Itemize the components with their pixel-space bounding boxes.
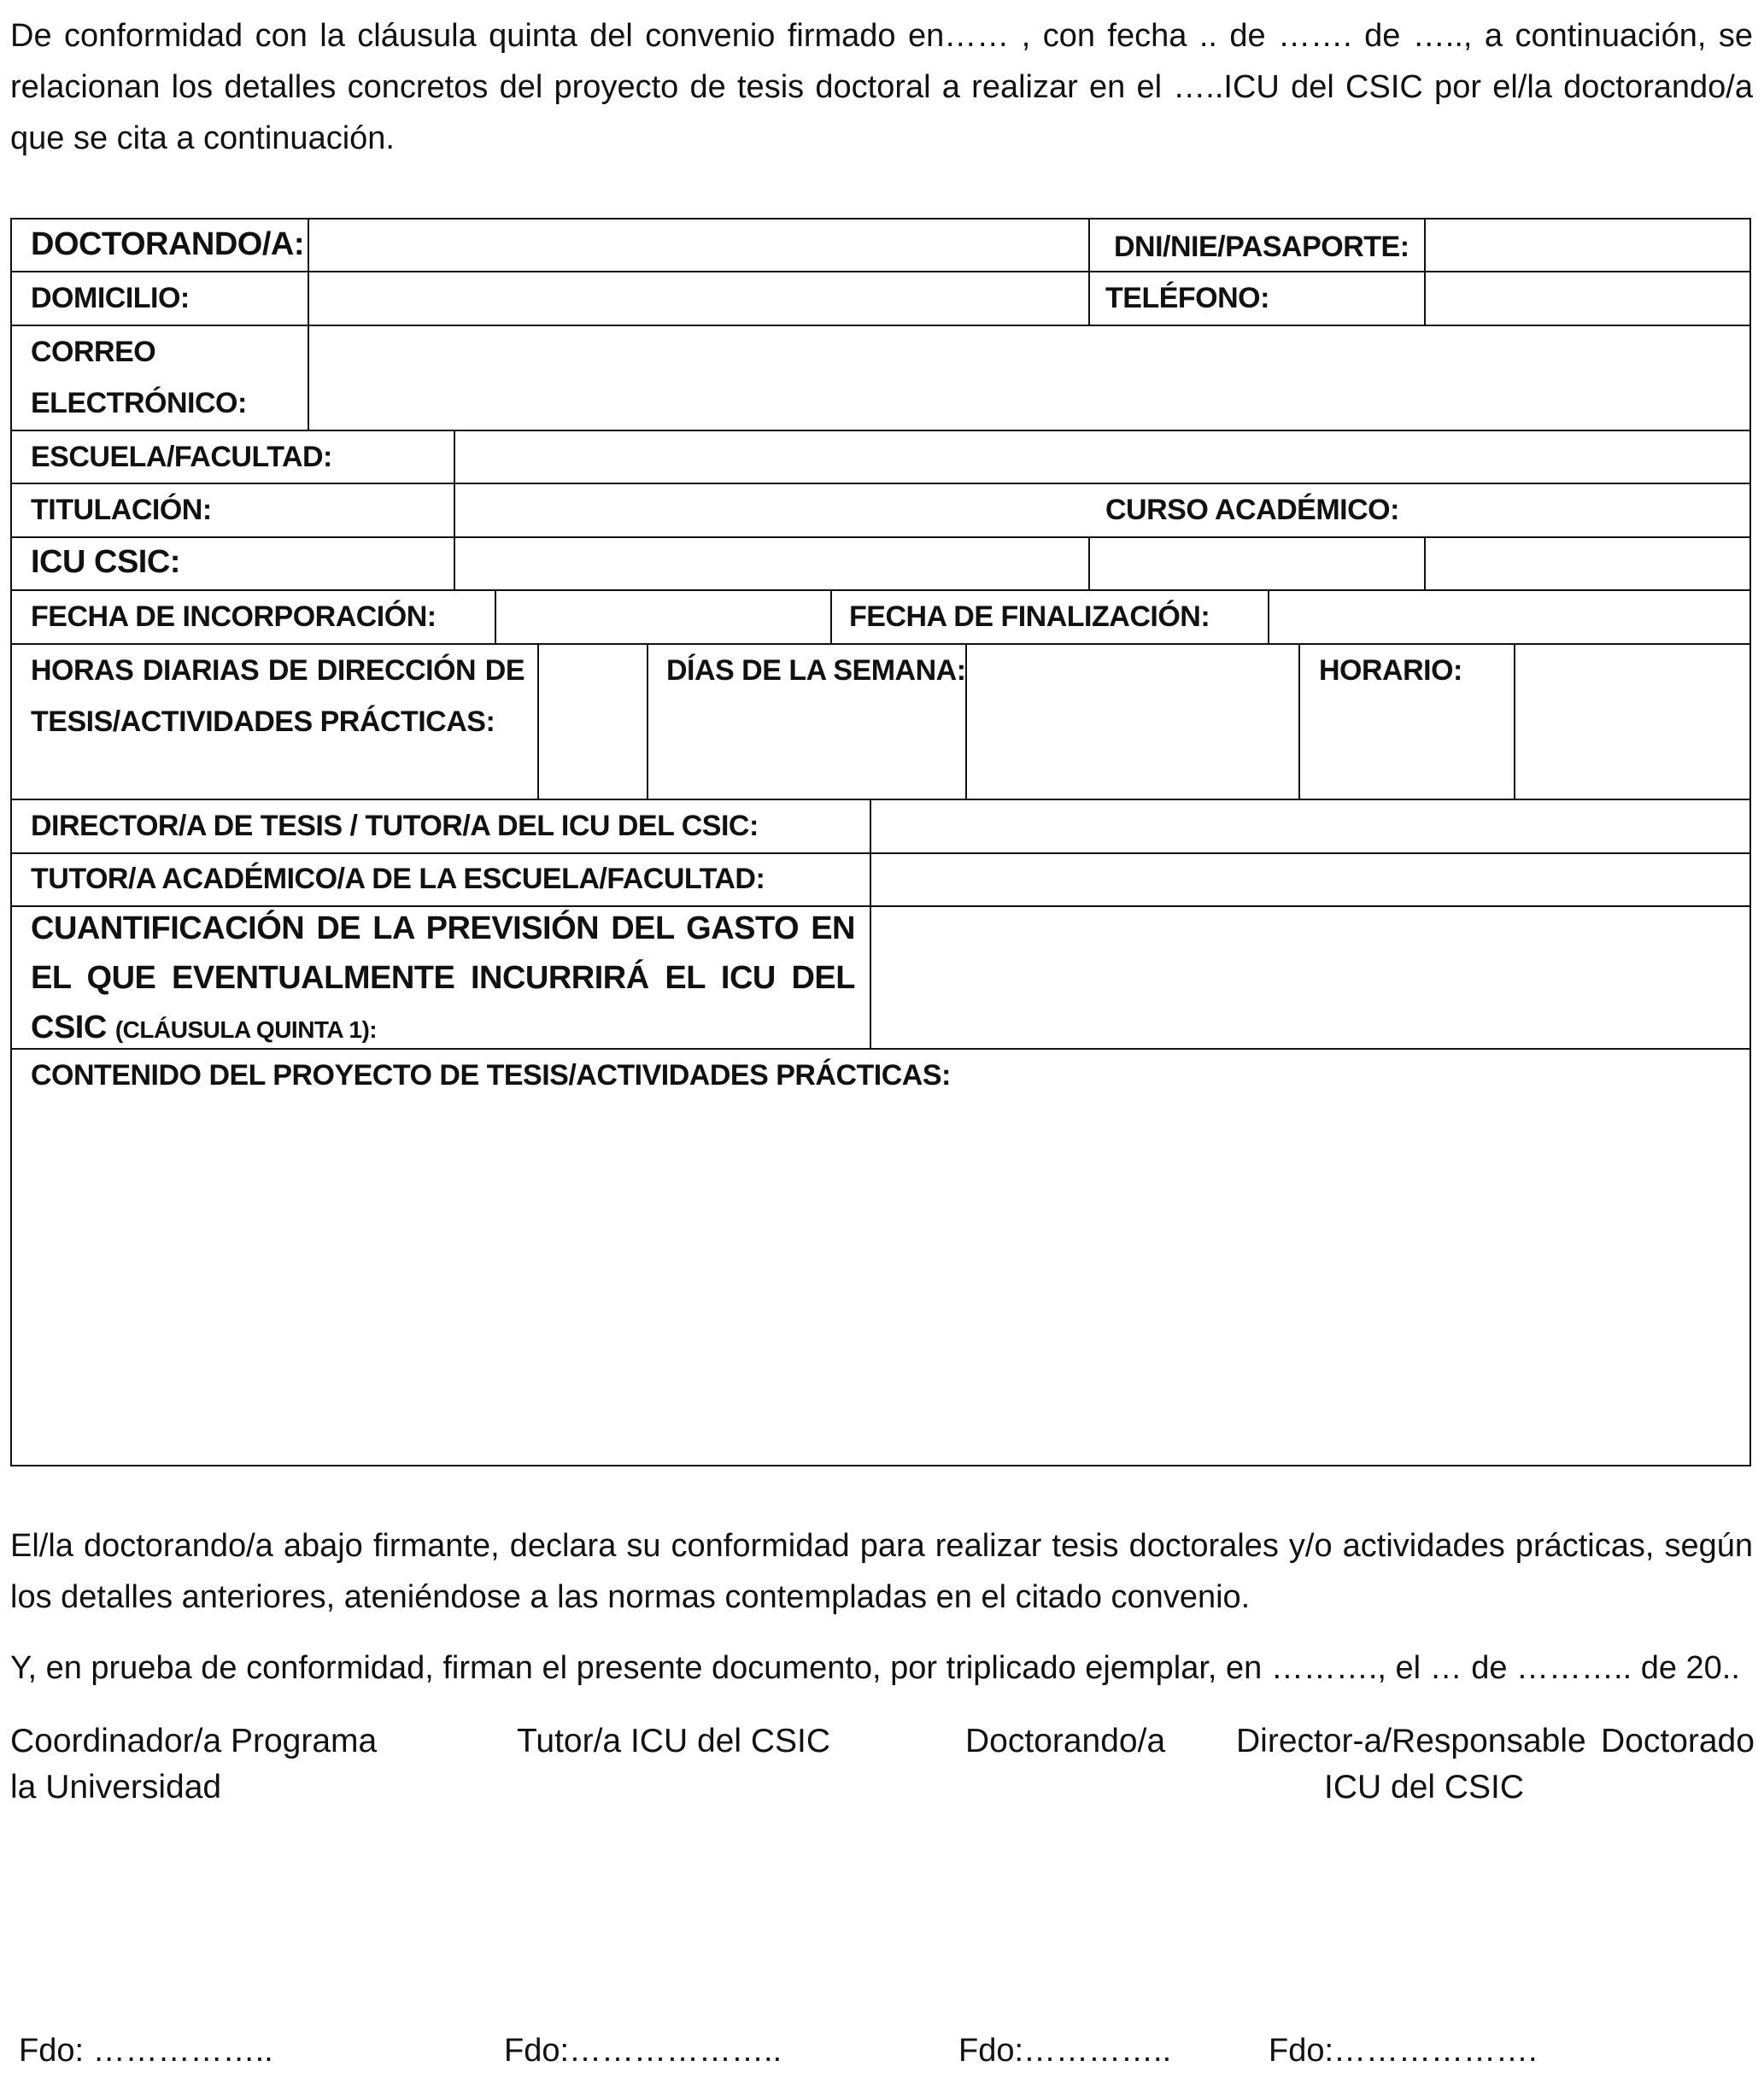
signatory-tutor-icu: Tutor/a ICU del CSIC bbox=[517, 1723, 830, 1759]
signature-line-1: Fdo: …………….. bbox=[19, 2033, 273, 2069]
correo-field[interactable] bbox=[309, 326, 1749, 430]
signatory-doctorando: Doctorando/a bbox=[965, 1723, 1166, 1759]
signatory-director-line2: ICU del CSIC bbox=[1324, 1769, 1525, 1806]
director-field[interactable] bbox=[871, 800, 1749, 852]
signature-line-2: Fdo:……………….. bbox=[504, 2033, 782, 2069]
contenido-label: CONTENIDO DEL PROYECTO DE TESIS/ACTIVIDADES PRÁCTICAS: bbox=[31, 1059, 951, 1092]
cuantificacion-field[interactable] bbox=[871, 907, 1749, 1048]
signature-line-4: Fdo:………………. bbox=[1269, 2033, 1538, 2069]
contenido-field[interactable] bbox=[12, 1101, 1749, 1465]
proof-paragraph: Y, en prueba de conformidad, firman el presente documento, por triplicado ejemplar, en ………., el … de ……….. de 20.. bbox=[10, 1650, 1740, 1686]
doctorando-field[interactable] bbox=[309, 220, 1088, 271]
horario-field[interactable] bbox=[1515, 645, 1749, 799]
dni-label: DNI/NIE/PASAPORTE: bbox=[1114, 231, 1409, 263]
escuela-label: ESCUELA/FACULTAD: bbox=[31, 441, 332, 473]
signatory-coordinador-line2: la Universidad bbox=[10, 1769, 222, 1806]
tutor-academico-field[interactable] bbox=[871, 854, 1749, 905]
doctorando-label: DOCTORANDO/A: bbox=[31, 226, 305, 262]
signatory-coordinador-line1: Coordinador/a Programa bbox=[10, 1723, 378, 1759]
signatory-doctorado: Doctorado bbox=[1601, 1723, 1755, 1759]
col-divider bbox=[647, 643, 648, 799]
domicilio-label: DOMICILIO: bbox=[31, 282, 190, 314]
signature-line-3: Fdo:………….. bbox=[958, 2033, 1172, 2069]
horas-label: HORAS DIARIAS DE DIRECCIÓN DE TESIS/ACTIVIDADES PRÁCTICAS: bbox=[31, 654, 525, 738]
signatory-director-line1: Director-a/Responsable bbox=[1236, 1723, 1586, 1759]
dias-field[interactable] bbox=[967, 645, 1298, 799]
horario-label: HORARIO: bbox=[1319, 654, 1462, 687]
domicilio-field[interactable] bbox=[309, 272, 1088, 325]
horas-field[interactable] bbox=[539, 645, 647, 799]
tutor-academico-label: TUTOR/A ACADÉMICO/A DE LA ESCUELA/FACULTAD: bbox=[31, 863, 765, 895]
declaration-paragraph: El/la doctorando/a abajo firmante, declara su conformidad para realizar tesis doctorales y/o actividades prácticas, según los detalles anteriores, ateniéndose a las normas contempladas en el citado convenio. bbox=[10, 1528, 1753, 1615]
fecha-finalizacion-label: FECHA DE FINALIZACIÓN: bbox=[849, 600, 1210, 633]
fecha-finalizacion-field[interactable] bbox=[1269, 591, 1749, 643]
form-border-right bbox=[1749, 218, 1751, 1466]
project-details-form bbox=[10, 218, 1751, 1466]
cuantificacion-text: CUANTIFICACIÓN DE LA PREVISIÓN DEL GASTO EN EL QUE EVENTUALMENTE INCURRIRÁ EL ICU DEL CSIC bbox=[31, 910, 855, 1045]
col-divider bbox=[1298, 643, 1300, 799]
correo-label-line2: ELECTRÓNICO: bbox=[31, 387, 247, 419]
director-label: DIRECTOR/A DE TESIS / TUTOR/A DEL ICU DEL CSIC: bbox=[31, 810, 759, 842]
correo-label-line1: CORREO bbox=[31, 336, 156, 368]
escuela-field[interactable] bbox=[455, 431, 1749, 483]
icu-field[interactable] bbox=[455, 538, 1749, 589]
col-divider bbox=[830, 589, 832, 644]
dni-field[interactable] bbox=[1426, 220, 1749, 271]
fecha-incorporacion-label: FECHA DE INCORPORACIÓN: bbox=[31, 600, 437, 633]
curso-label: CURSO ACADÉMICO: bbox=[1105, 494, 1399, 526]
fecha-incorporacion-field[interactable] bbox=[496, 591, 830, 643]
intro-paragraph: De conformidad con la cláusula quinta del convenio firmado en…… , con fecha .. de ……. de ….., a continuación, se relacionan los detalles concretos del proyecto de tesis doctoral a realizar en el …..ICU del CSIC por el/la doctorando/a que se cita a continuación. bbox=[10, 18, 1753, 156]
telefono-label: TELÉFONO: bbox=[1105, 282, 1269, 314]
titulacion-label: TITULACIÓN: bbox=[31, 494, 212, 526]
cuantificacion-label bbox=[31, 904, 855, 1055]
cuantificacion-note: (CLÁUSULA QUINTA 1): bbox=[114, 1016, 378, 1043]
form-border-bottom bbox=[10, 1465, 1751, 1466]
titulacion-field[interactable] bbox=[455, 484, 1088, 536]
icu-label: ICU CSIC: bbox=[31, 544, 180, 580]
dias-label: DÍAS DE LA SEMANA: bbox=[666, 654, 966, 687]
curso-field[interactable] bbox=[1426, 484, 1749, 536]
telefono-field[interactable] bbox=[1426, 272, 1749, 325]
col-divider bbox=[1088, 218, 1090, 325]
